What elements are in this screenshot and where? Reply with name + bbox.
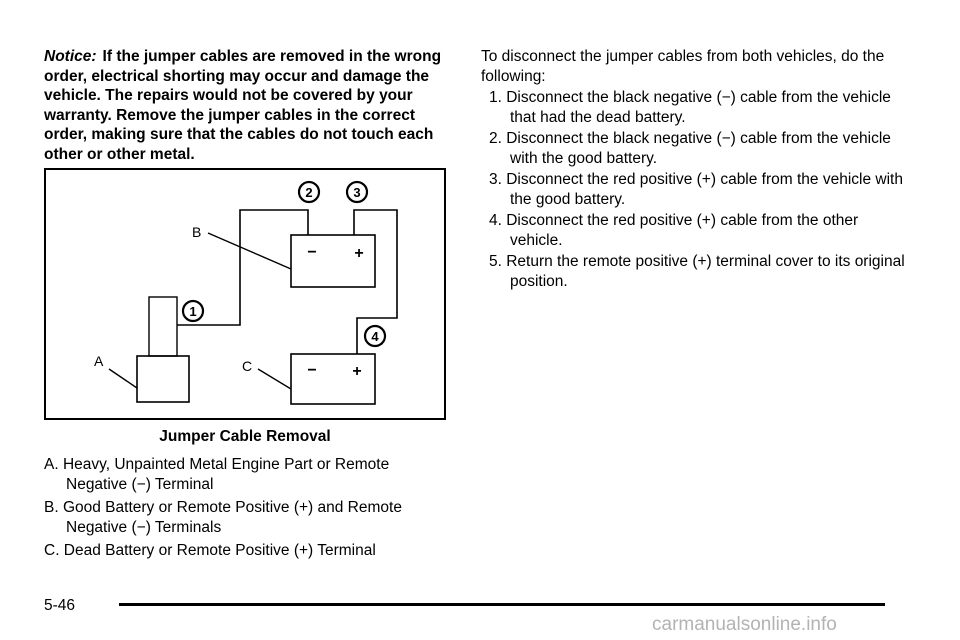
- label-b: B: [192, 224, 202, 240]
- dead-battery-positive-label: +: [352, 363, 362, 380]
- step-item-3: 3. Disconnect the red positive (+) cable from the vehicle with the good battery.: [489, 171, 903, 208]
- step-item-2: 2. Disconnect the black negative (−) cable from the vehicle with the good battery.: [489, 130, 891, 167]
- step-marker-1: [183, 301, 203, 321]
- step-marker-4-number: 4: [371, 329, 379, 344]
- notice-paragraph: [44, 47, 444, 164]
- notice-text: If the jumper cables are removed in the wrong order, electrical shorting may occur and damage the vehicle. The repairs would not be covered by your warranty. Remove the jumper cables in the correct order, making sure that the cables do not touch each other or other metal.: [44, 48, 442, 163]
- legend-item-c: C. Dead Battery or Remote Positive (+) Terminal: [44, 542, 376, 559]
- figure-legend: [44, 455, 454, 565]
- steps-list: [489, 88, 909, 293]
- good-battery-positive-label: +: [354, 245, 364, 262]
- legend-item-a: A. Heavy, Unpainted Metal Engine Part or Remote Negative (−) Terminal: [44, 456, 390, 493]
- leader-c: [258, 369, 291, 389]
- page-number: 5-46: [44, 597, 76, 614]
- figure-caption: Jumper Cable Removal: [159, 428, 331, 445]
- step-marker-3-number: 3: [353, 185, 361, 200]
- step-marker-4: [365, 326, 385, 346]
- leader-b: [208, 233, 291, 269]
- step-marker-2-number: 2: [305, 185, 313, 200]
- engine-part-post: [149, 297, 177, 356]
- step-marker-3: [347, 182, 367, 202]
- jumper-cable-diagram: [44, 168, 446, 420]
- leader-a: [109, 369, 137, 388]
- dead-battery: [291, 354, 375, 404]
- label-c: C: [242, 358, 253, 374]
- label-a: A: [94, 353, 104, 369]
- step-item-1: 1. Disconnect the black negative (−) cable from the vehicle that had the dead battery.: [489, 89, 891, 126]
- legend-item-b: B. Good Battery or Remote Positive (+) and Remote Negative (−) Terminals: [44, 499, 402, 536]
- step-marker-1-number: 1: [189, 304, 197, 319]
- footer-rule: [119, 603, 885, 606]
- step-item-4: 4. Disconnect the red positive (+) cable from the other vehicle.: [489, 212, 859, 249]
- step-marker-2: [299, 182, 319, 202]
- good-battery-negative-label: −: [307, 244, 317, 261]
- engine-part: [137, 356, 189, 402]
- step-item-5: 5. Return the remote positive (+) terminal cover to its original position.: [489, 253, 905, 290]
- diagram-svg: [46, 170, 444, 418]
- watermark: carmanualsonline.info: [652, 614, 837, 635]
- notice-label: Notice:: [44, 48, 97, 65]
- intro-paragraph: To disconnect the jumper cables from both vehicles, do the following:: [481, 48, 885, 85]
- dead-battery-negative-label: −: [307, 362, 317, 379]
